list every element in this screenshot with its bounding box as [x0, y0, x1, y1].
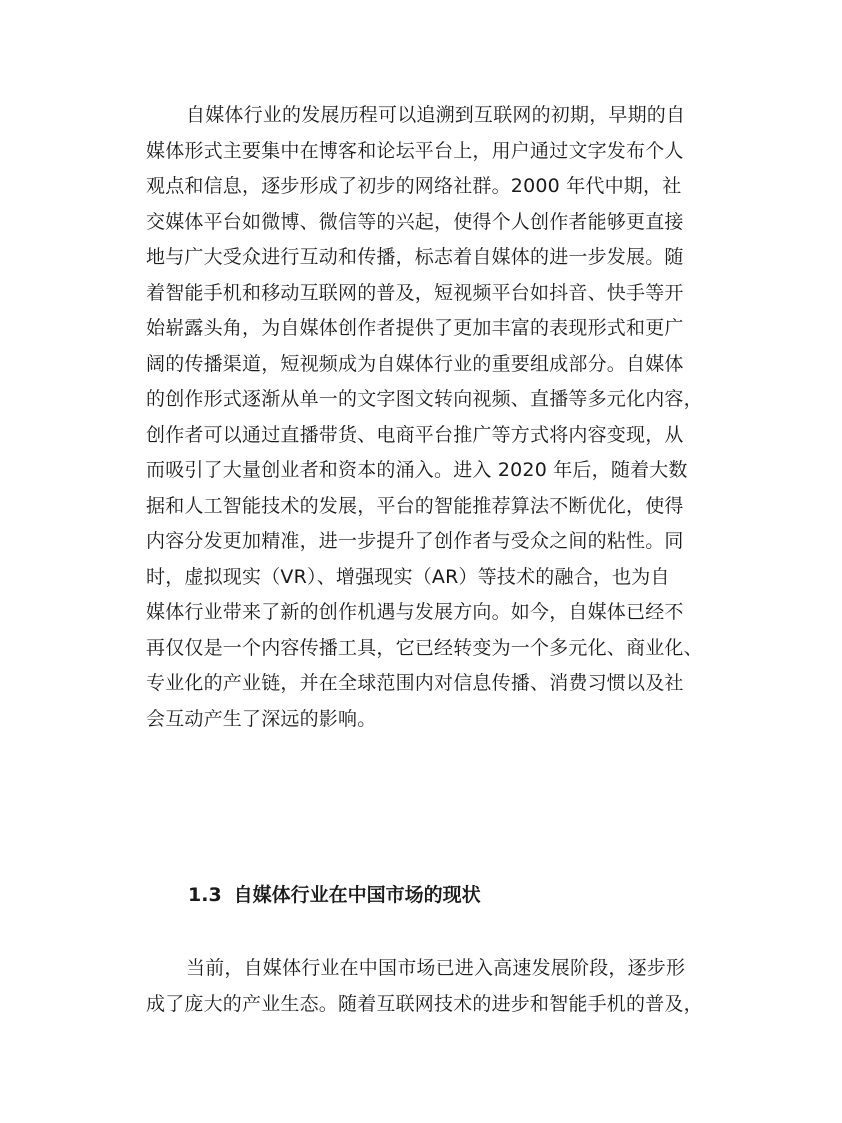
paragraph-line: 时，虚拟现实（VR）、增强现实（AR）等技术的融合，也为自 [146, 565, 670, 588]
paragraph-line: 着智能手机和移动互联网的普及，短视频平台如抖音、快手等开 [146, 281, 684, 304]
paragraph-line: 再仅仅是一个内容传播工具，它已经转变为一个多元化、商业化、 [146, 636, 703, 659]
section-title: 自媒体行业在中国市场的现状 [233, 884, 481, 906]
paragraph-line: 创作者可以通过直播带货、电商平台推广等方式将内容变现，从 [146, 423, 684, 446]
paragraph-line: 会互动产生了深远的影响。 [146, 707, 377, 730]
section-heading [188, 880, 481, 910]
paragraph-line: 的创作形式逐渐从单一的文字图文转向视频、直播等多元化内容， [146, 388, 703, 410]
paragraph-line: 成了庞大的产业生态。随着互联网技术的进步和智能手机的普及， [146, 992, 703, 1015]
paragraph-line: 地与广大受众进行互动和传播，标志着自媒体的进一步发展。随 [146, 246, 684, 268]
paragraph-line: 媒体行业带来了新的创作机遇与发展方向。如今，自媒体已经不 [146, 601, 684, 623]
paragraph-line: 内容分发更加精准，进一步提升了创作者与受众之间的粘性。同 [146, 530, 684, 552]
paragraph-line: 媒体形式主要集中在博客和论坛平台上，用户通过文字发布个人 [146, 139, 684, 162]
body-paragraph-history [146, 98, 706, 737]
paragraph-line: 专业化的产业链，并在全球范围内对信息传播、消费习惯以及社 [146, 672, 684, 694]
paragraph-line: 观点和信息，逐步形成了初步的网络社群。2000 年代中期，社 [146, 175, 682, 197]
paragraph-line: 当前，自媒体行业在中国市场已进入高速发展阶段，逐步形 [186, 957, 686, 979]
section-number: 1.3 [188, 884, 222, 906]
paragraph-line: 自媒体行业的发展历程可以追溯到互联网的初期，早期的自 [186, 104, 686, 126]
paragraph-line: 据和人工智能技术的发展，平台的智能推荐算法不断优化，使得 [146, 494, 684, 517]
paragraph-line: 阔的传播渠道，短视频成为自媒体行业的重要组成部分。自媒体 [146, 352, 684, 375]
body-paragraph-current-status [146, 951, 706, 1022]
paragraph-line: 始崭露头角，为自媒体创作者提供了更加丰富的表现形式和更广 [146, 317, 684, 339]
paragraph-line: 交媒体平台如微博、微信等的兴起，使得个人创作者能够更直接 [146, 210, 684, 233]
paragraph-line: 而吸引了大量创业者和资本的涌入。进入 2020 年后，随着大数 [146, 459, 688, 481]
